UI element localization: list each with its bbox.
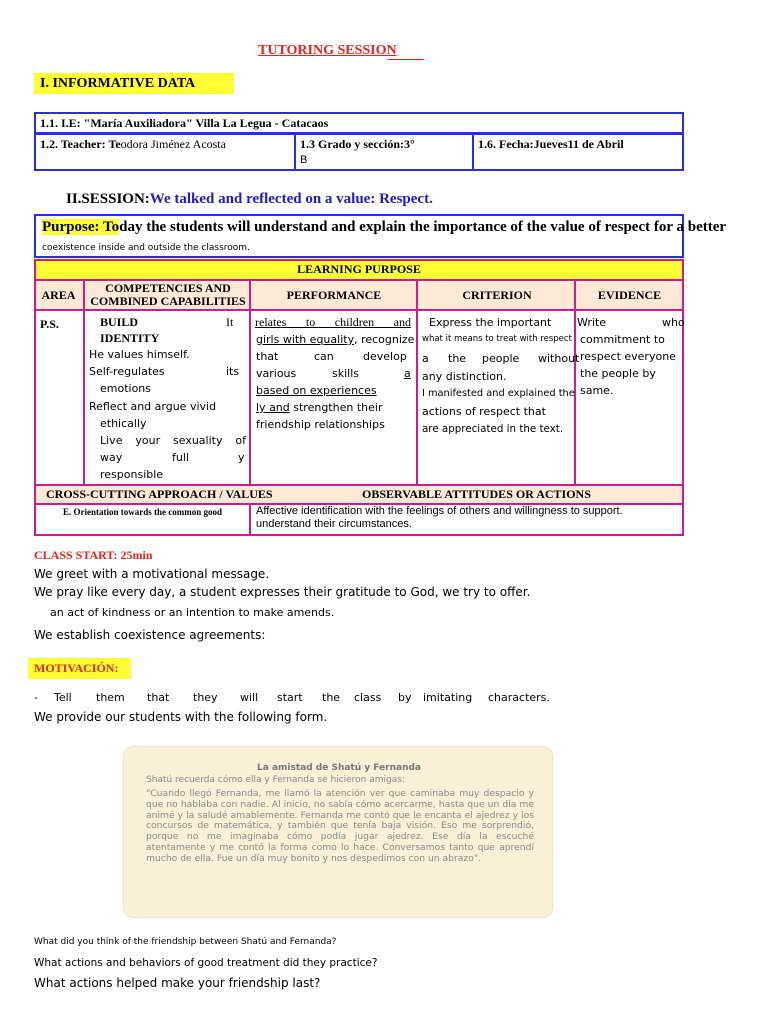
comp-identity: IDENTITY <box>100 331 160 345</box>
crit-3a: a <box>422 352 429 365</box>
purpose-label: Purpose: To <box>42 219 120 235</box>
header-criterion: CRITERION <box>462 287 532 302</box>
section-heading-session <box>66 191 433 208</box>
purpose-statement <box>42 219 726 236</box>
table-border <box>249 279 251 486</box>
date-label: 1.6. Fecha:J <box>478 137 540 151</box>
perf-equality: girls with equality <box>256 333 355 346</box>
area-value: P.S. <box>40 317 59 331</box>
ev-5: same. <box>580 384 614 397</box>
motivation-word: Tell <box>54 691 72 704</box>
session-text: We talked and reflected on a value: Respect. <box>149 191 433 207</box>
story-card <box>123 746 553 918</box>
comp-way: way <box>100 451 123 464</box>
header-competencies: COMPETENCIES AND COMBINED CAPABILITIES <box>90 281 246 308</box>
ev-4: the people by <box>580 367 656 380</box>
comp-bullet-1: He values himself. <box>89 348 190 361</box>
date-cell <box>474 135 682 169</box>
motivation-word: characters. <box>488 691 550 704</box>
teacher-label: 1.2. Teacher: Te <box>40 137 121 151</box>
motivation-word: them <box>96 691 125 704</box>
perf-4a: various <box>256 367 297 380</box>
class-start-line-1: We greet with a motivational message. <box>34 567 270 581</box>
grade-cell <box>296 135 472 169</box>
cross-value: E. Orientation towards the common good <box>63 507 222 517</box>
comp-bullet-2b: emotions <box>100 382 152 395</box>
comp-bullet-2: Self-regulates <box>89 365 165 378</box>
motivation-dash: - <box>34 691 38 704</box>
comp-responsible: responsible <box>100 468 164 481</box>
header-performance: PERFORMANCE <box>286 287 382 302</box>
institution-text: 1.1. I.E: "María Auxiliadora" Villa La Legua - Catacaos <box>40 116 329 130</box>
comp-live: Live your sexuality of <box>100 434 246 447</box>
crit-line-1: Express the important <box>429 316 552 329</box>
table-border <box>34 534 684 536</box>
table-border <box>574 279 576 486</box>
crit-3c: people <box>482 352 520 365</box>
perf-recognize: , recognize <box>354 333 415 346</box>
perf-line-6 <box>256 399 382 416</box>
comp-bullet-3: Reflect and argue vivid <box>89 400 217 413</box>
motivation-word: that <box>147 691 170 704</box>
perf-strengthen: strengthen their <box>289 401 383 414</box>
motivation-heading: MOTIVACIÓN: <box>28 658 131 679</box>
motivation-word: will <box>240 691 259 704</box>
comp-bullet-3b: ethically <box>100 417 147 430</box>
grade-letter: B <box>300 154 308 166</box>
header-area: AREA <box>41 287 76 302</box>
story-intro: Shatú recuerda cómo ella y Fernanda se hicieron amigas: <box>146 775 405 785</box>
date-value: ueves11 de Abril <box>539 137 624 151</box>
crit-line-2: what it means to treat with respect <box>422 334 572 344</box>
learning-purpose-table <box>34 259 684 536</box>
motivation-word: start <box>277 691 303 704</box>
table-border <box>34 309 684 311</box>
observable-value: Affective identification with the feelings of others and willingness to support. understand their circumstances. <box>256 505 623 530</box>
comp-bullet-2-its: its <box>226 365 240 378</box>
question-3: What actions helped make your friendship last? <box>34 976 321 990</box>
comp-y: y <box>238 451 245 464</box>
motivation-word: imitating <box>423 691 473 704</box>
motivation-word: the <box>322 691 341 704</box>
ev-2: commitment to <box>580 333 665 346</box>
perf-3a: that <box>256 350 279 363</box>
class-start-heading: CLASS START: 25min <box>34 548 153 562</box>
table-border <box>682 259 684 536</box>
table-border <box>34 484 684 486</box>
motivation-word: by <box>398 691 412 704</box>
purpose-box <box>34 214 727 258</box>
table-border <box>416 279 418 486</box>
motivation-word: they <box>193 691 218 704</box>
crit-3b: the <box>448 352 467 365</box>
info-row-institution <box>34 112 684 134</box>
purpose-line2: coexistence inside and outside the classroom. <box>42 243 250 253</box>
perf-3c: develop <box>363 350 407 363</box>
perf-line-7: friendship relationships <box>256 418 385 431</box>
comp-full: full <box>172 451 189 464</box>
session-label: II.SESSION: <box>66 191 150 207</box>
crit-line-5: I manifested and explained the <box>422 388 575 399</box>
motivation-line-1 <box>34 691 550 707</box>
perf-line-1: relates to children and <box>255 315 411 329</box>
perf-line-2 <box>256 331 414 348</box>
perf-line-5: based on experiences <box>256 384 377 397</box>
ev-1b: who <box>662 316 685 329</box>
story-title: La amistad de Shatú y Fernanda <box>257 763 421 773</box>
ev-1a: Write <box>577 316 607 329</box>
crit-3d: without <box>538 352 580 365</box>
story-body: "Cuando llegó Fernanda, me llamó la atención ver que caminaba muy despacio y que no hablaba con nadie. Al inicio, no sabía cómo acercarme, hasta que un día me animé y la saludé amablemente. Fernanda me contó que le encanta el ajedrez y los concursos de matemática, y también que tenía baja visión. Eso me sorprendió, porque no me imaginaba cómo podía jugar ajedrez. Ese día la escuché atentamente y me contó la forma como lo hace. Conversamos tanto que aprendí mucho de ella. Fue un día muy bonito y nos despedimos con un abrazo". <box>146 788 534 864</box>
comp-build: BUILD <box>100 315 139 329</box>
info-row-details <box>34 133 684 171</box>
cross-header: CROSS-CUTTING APPROACH / VALUES <box>46 487 273 501</box>
table-title: LEARNING PURPOSE <box>297 261 421 276</box>
class-start-line-3: an act of kindness or an intention to make amends. <box>50 606 335 619</box>
table-border <box>249 503 251 536</box>
motivation-word: class <box>354 691 382 704</box>
teacher-name: odora Jiménez Acosta <box>120 137 226 151</box>
teacher-cell <box>36 135 294 169</box>
purpose-text: day the students will understand and explain the importance of the value of respect for a better <box>119 219 727 235</box>
header-evidence: EVIDENCE <box>597 287 662 302</box>
class-start-line-4: We establish coexistence agreements: <box>34 628 266 642</box>
comp-it: It <box>226 315 234 329</box>
class-start-line-2: We pray like every day, a student expresses their gratitude to God, we try to offer. <box>34 585 531 599</box>
perf-4c: a <box>404 367 411 380</box>
perf-3b: can <box>314 350 334 363</box>
table-border <box>34 279 684 281</box>
grade-label: 1.3 Grado y sección:3° <box>300 137 415 151</box>
table-border <box>34 259 684 261</box>
page-title: TUTORING SESSION <box>258 43 397 58</box>
question-2: What actions and behaviors of good treatment did they practice? <box>34 957 378 969</box>
title-underline <box>388 59 424 60</box>
question-1: What did you think of the friendship between Shatú and Fernanda? <box>34 937 337 947</box>
crit-line-4: any distinction. <box>422 370 507 383</box>
perf-ly-and: ly and <box>256 401 290 414</box>
table-border <box>83 279 85 486</box>
table-border <box>34 259 36 536</box>
motivation-line-2: We provide our students with the following form. <box>34 710 328 724</box>
crit-line-6: actions of respect that <box>422 405 546 418</box>
ev-3: respect everyone <box>580 350 676 363</box>
perf-4b: skills <box>332 367 360 380</box>
observable-header: OBSERVABLE ATTITUDES OR ACTIONS <box>362 487 591 501</box>
crit-line-7: are appreciated in the text. <box>422 423 564 435</box>
section-heading-informative: I. INFORMATIVE DATA <box>34 73 234 94</box>
